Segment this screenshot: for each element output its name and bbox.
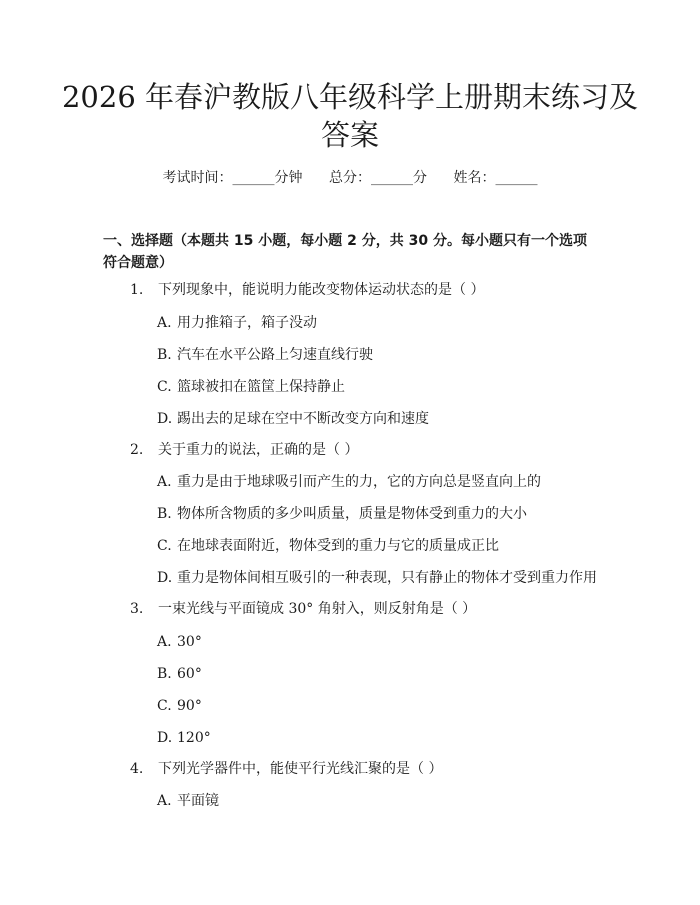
option-letter: C. <box>157 379 172 395</box>
question-3-option-c <box>157 696 202 716</box>
question-text: 下列光学器件中，能使平行光线汇聚的是（ ） <box>158 761 443 777</box>
option-text: 重力是由于地球吸引而产生的力，它的方向总是竖直向上的 <box>177 474 541 490</box>
option-text: 120° <box>177 730 211 746</box>
question-number: 4. <box>130 761 144 777</box>
question-4-option-a <box>157 791 219 811</box>
option-letter: A. <box>157 793 172 809</box>
question-3-option-d <box>157 728 211 748</box>
question-3 <box>130 599 476 619</box>
question-1-option-b <box>157 345 373 365</box>
question-1-option-a <box>157 313 317 333</box>
option-text: 物体所含物质的多少叫质量，质量是物体受到重力的大小 <box>177 506 527 522</box>
option-text: 重力是物体间相互吸引的一种表现，只有静止的物体才受到重力作用 <box>177 570 597 586</box>
option-letter: B. <box>157 347 172 363</box>
title-line-1: 2026 年春沪教版八年级科学上册期末练习及 <box>61 80 639 114</box>
option-text: 在地球表面附近，物体受到的重力与它的质量成正比 <box>177 538 499 554</box>
option-text: 90° <box>177 698 202 714</box>
question-2 <box>130 440 358 460</box>
question-text: 关于重力的说法，正确的是（ ） <box>158 442 359 458</box>
option-letter: D. <box>157 570 173 586</box>
question-1 <box>130 280 484 300</box>
question-2-option-d <box>157 568 597 588</box>
question-2-option-b <box>157 504 527 524</box>
exam-time-field: 考试时间：______分钟 <box>162 170 303 186</box>
option-letter: C. <box>157 538 172 554</box>
exam-info-row <box>0 168 700 188</box>
question-text: 下列现象中，能说明力能改变物体运动状态的是（ ） <box>158 282 485 298</box>
option-text: 60° <box>177 666 202 682</box>
option-letter: B. <box>157 506 172 522</box>
option-text: 30° <box>177 634 202 650</box>
option-letter: A. <box>157 474 172 490</box>
question-number: 3. <box>130 601 144 617</box>
question-3-option-a <box>157 632 202 652</box>
option-letter: B. <box>157 666 172 682</box>
option-letter: D. <box>157 411 173 427</box>
question-1-option-c <box>157 377 345 397</box>
option-letter: D. <box>157 730 173 746</box>
question-2-option-c <box>157 536 499 556</box>
question-2-option-a <box>157 472 541 492</box>
question-number: 1. <box>130 282 144 298</box>
option-letter: C. <box>157 698 172 714</box>
option-letter: A. <box>157 315 172 331</box>
option-text: 平面镜 <box>177 793 219 809</box>
question-1-option-d <box>157 409 429 429</box>
page-title <box>60 78 640 154</box>
option-text: 篮球被扣在篮筐上保持静止 <box>177 379 345 395</box>
section-heading-multiple-choice: 一、选择题（本题共 15 小题，每小题 2 分，共 30 分。每小题只有一个选项符合题意） <box>103 233 587 271</box>
option-text: 汽车在水平公路上匀速直线行驶 <box>177 347 373 363</box>
question-text: 一束光线与平面镜成 30° 角射入，则反射角是（ ） <box>158 601 477 617</box>
question-number: 2. <box>130 442 144 458</box>
question-3-option-b <box>157 664 202 684</box>
total-score-field: 总分：______分 <box>329 170 427 186</box>
student-name-field: 姓名：______ <box>453 170 538 186</box>
option-text: 用力推箱子，箱子没动 <box>177 315 317 331</box>
option-letter: A. <box>157 634 172 650</box>
question-4 <box>130 759 442 779</box>
option-text: 踢出去的足球在空中不断改变方向和速度 <box>177 411 429 427</box>
title-line-2: 答案 <box>320 118 379 152</box>
